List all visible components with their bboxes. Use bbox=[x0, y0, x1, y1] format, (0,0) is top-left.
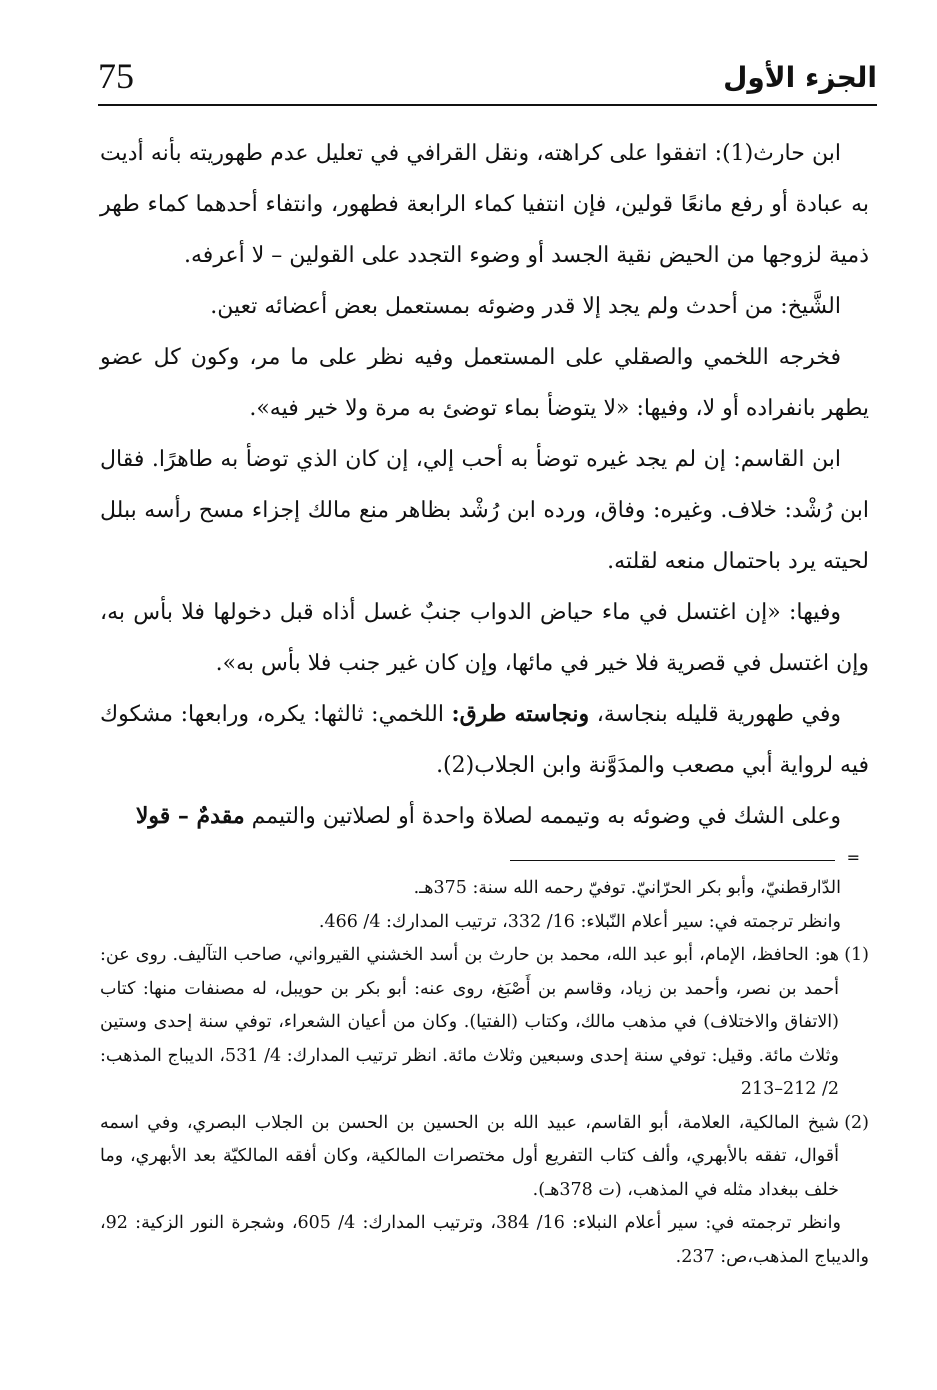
footnote-2 bbox=[100, 1107, 869, 1208]
footnote-continuation-1: الدّارقطنيّ، وأبو بكر الحرّانيّ. توفيّ رحمه الله سنة: 375هـ. bbox=[413, 878, 841, 898]
footnote-1-number: (1) bbox=[844, 945, 869, 965]
footnote-continuation-2: وانظر ترجمته في: سير أعلام النّبلاء: 16/ 332، ترتيب المدارك: 4/ 466. bbox=[318, 911, 841, 932]
paragraph-1: ابن حارث(1): اتفقوا على كراهته، ونقل القرافي في تعليل عدم طهوريته بأنه أديت به عبادة أو رفع مانعًا قولين، فإن انتفيا كماء الرابعة فطهور، وانتفاء أحدهما كماء طهر ذمية لزوجها من الحيض نقية الجسد أو وضوء التجدد على القولين – لا أعرفه. bbox=[100, 141, 869, 268]
continuation-mark: = bbox=[846, 848, 860, 867]
paragraph-7-bold: مقدمٌ – قولا bbox=[135, 803, 245, 829]
footnote-2-references: وانظر ترجمته في: سير أعلام النبلاء: 16/ 384، وترتيب المدارك: 4/ 605، وشجرة النور الزكية: 92، والديباج المذهب،ص: 237. bbox=[100, 1213, 869, 1267]
header-rule bbox=[98, 104, 877, 106]
main-text bbox=[100, 128, 869, 842]
paragraph-2: الشَّيخ: من أحدث ولم يجد إلا قدر وضوئه بمستعمل بعض أعضائه تعين. bbox=[210, 294, 841, 319]
paragraph-3: فخرجه اللخمي والصقلي على المستعمل وفيه نظر على ما مر، وكون كل عضو يطهر بانفراده أو لا، وفيها: «لا يتوضأ بماء توضئ به مرة ولا خير فيه». bbox=[100, 345, 869, 421]
footnote-rule bbox=[510, 860, 835, 861]
page-number: 75 bbox=[98, 56, 134, 96]
paragraph-6-end: اللخمي: ثالثها: يكره، ورابعها: مشكوك فيه لرواية أبي مصعب والمدَوَّنة وابن الجلاب(2). bbox=[100, 702, 869, 778]
footnote-1 bbox=[100, 939, 869, 1107]
paragraph-6 bbox=[100, 689, 869, 791]
page-header bbox=[98, 55, 877, 103]
footnotes bbox=[100, 872, 869, 1274]
footnote-2-number: (2) bbox=[844, 1112, 869, 1133]
paragraph-6-start: وفي طهورية قليله بنجاسة، bbox=[589, 702, 841, 727]
paragraph-5: وفيها: «إن اغتسل في ماء حياض الدواب جنبٌ غسل أذاه قبل دخولها فلا بأس به، وإن اغتسل في قصرية فلا خير في مائها، وإن كان غير جنب فلا بأس به». bbox=[100, 600, 869, 676]
footnote-2-text: شيخ المالكية، العلامة، أبو القاسم، عبيد الله بن الحسين بن الحسن بن الجلاب البصري، وفي اسمه أقوال، تفقه بالأبهري، وألف كتاب التفريع أول مختصرات المالكية، وكان أفقه المالكيّة بعد الأبهري، وما خلف ببغداد مثله في المذهب، (ت 378هـ). bbox=[100, 1112, 839, 1200]
paragraph-6-bold: ونجاسته طرق: bbox=[451, 701, 590, 727]
paragraph-7-start: وعلى الشك في وضوئه به وتيممه لصلاة واحدة أو لصلاتين والتيمم bbox=[244, 804, 841, 829]
paragraph-7 bbox=[100, 791, 869, 842]
paragraph-4: ابن القاسم: إن لم يجد غيره توضأ به أحب إلي، إن كان الذي توضأ به طاهرًا. فقال ابن رُشْد: خلاف. وغيره: وفاق، ورده ابن رُشْد بظاهر منع مالك إجزاء مسح رأسه ببلل لحيته يرد باحتمال منعه لقلته. bbox=[100, 447, 869, 574]
running-title: الجزء الأول bbox=[723, 61, 877, 94]
footnote-1-text: هو: الحافظ، الإمام، أبو عبد الله، محمد بن حارث بن أسد الخشني القيرواني، صاحب التآليف. روى عن: أحمد بن نصر، وأحمد بن زياد، وقاسم بن أَصْبَغ، روى عنه: أبو بكر بن حويبل، له مصنفات منها: كتاب (الاتفاق والاختلاف) في مذهب مالك، وكتاب (الفتيا). وكان من أعيان الشعراء، توفي سنة إحدى وستين وثلاث مائة. وقيل: توفي سنة إحدى وسبعين وثلاث مائة. انظر ترتيب المدارك: 4/ 531، الديباج المذهب: 2/ 212–213 bbox=[100, 945, 839, 1099]
